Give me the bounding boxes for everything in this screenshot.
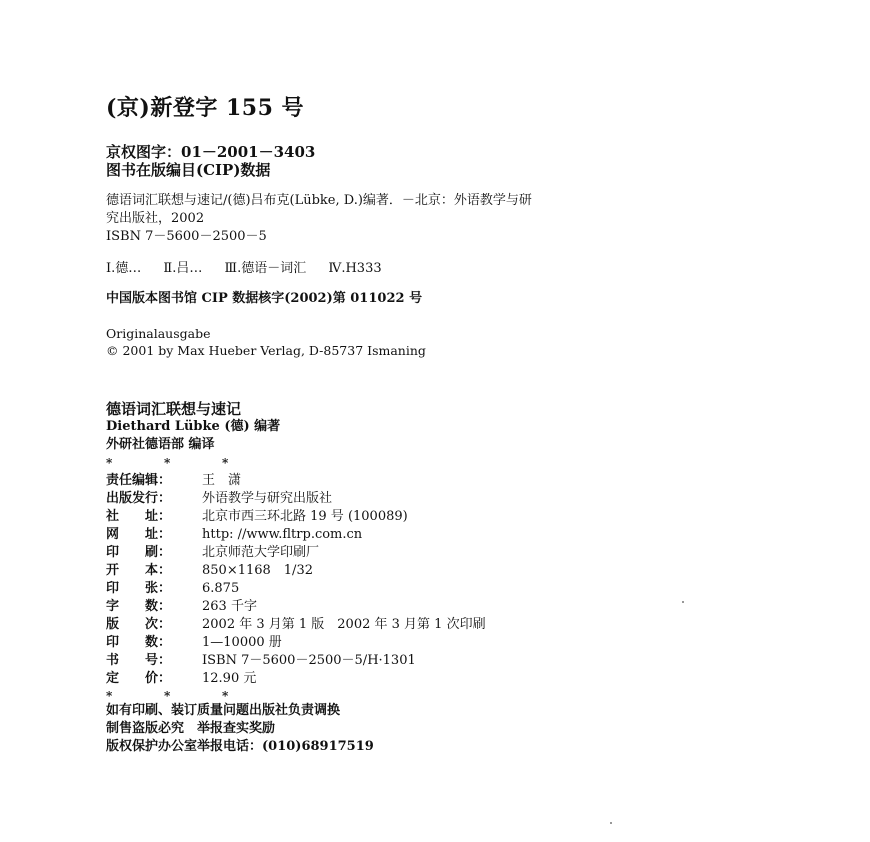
book-author: Diethard Lübke (德) 编著	[106, 419, 281, 434]
star: *	[164, 456, 171, 470]
book-title: 德语词汇联想与速记	[106, 400, 242, 418]
detail-row	[106, 582, 239, 595]
detail-value: 263 千字	[202, 599, 257, 614]
detail-row	[106, 528, 362, 541]
detail-value: 北京市西三环北路 19 号 (100089)	[202, 509, 408, 524]
detail-key: 社 址：	[106, 509, 172, 524]
detail-value: 12.90 元	[202, 671, 257, 686]
detail-value: 王 潇	[202, 473, 242, 488]
detail-value: http: //www.fltrp.com.cn	[202, 527, 363, 542]
book-translator: 外研社德语部 编译	[106, 437, 215, 452]
quality-notice: 如有印刷、装订质量问题出版社负责调换	[106, 703, 341, 718]
scan-speck	[610, 822, 612, 824]
detail-key: 印 张：	[106, 581, 172, 596]
original-edition-label: Originalausgabe	[106, 326, 211, 341]
separator-stars	[106, 689, 280, 703]
detail-value: 850×1168 1/32	[202, 563, 313, 578]
detail-row	[106, 618, 486, 631]
detail-row	[106, 474, 241, 487]
detail-row	[106, 600, 257, 613]
detail-key: 开 本：	[106, 563, 172, 578]
original-copyright: © 2001 by Max Hueber Verlag, D-85737 Ismaning	[106, 343, 426, 358]
cip-entry-line-1: 德语词汇联想与速记/(德)吕布克(Lübke, D.)编著．－北京：外语教学与研	[106, 193, 532, 208]
detail-row	[106, 546, 319, 559]
star: *	[106, 456, 113, 470]
scan-speck	[682, 601, 684, 603]
detail-value: 北京师范大学印刷厂	[202, 545, 320, 560]
piracy-notice: 制售盗版必究 举报查实奖励	[106, 721, 276, 736]
detail-row	[106, 492, 332, 505]
detail-key: 出版发行：	[106, 491, 172, 506]
detail-key: 印 刷：	[106, 545, 172, 560]
detail-row	[106, 510, 408, 523]
detail-key: 印 数：	[106, 635, 172, 650]
cip-entry-line-2: 究出版社，2002	[106, 211, 205, 226]
detail-key: 字 数：	[106, 599, 172, 614]
classification-item: Ⅲ.德语－词汇	[224, 261, 307, 276]
cip-classification	[106, 262, 382, 275]
detail-key: 版 次：	[106, 617, 172, 632]
detail-row	[106, 636, 282, 649]
detail-value: 1—10000 册	[202, 635, 282, 650]
detail-key: 定 价：	[106, 671, 172, 686]
detail-value: ISBN 7－5600－2500－5/H·1301	[202, 653, 416, 668]
detail-row	[106, 564, 313, 577]
star: *	[222, 456, 229, 470]
classification-item: Ⅳ.H333	[328, 261, 382, 276]
star: *	[222, 689, 229, 703]
cip-isbn: ISBN 7－5600－2500－5	[106, 229, 267, 244]
classification-item: Ⅰ.德…	[106, 261, 142, 276]
cip-title: 图书在版编目(CIP)数据	[106, 161, 271, 179]
report-hotline: 版权保护办公室举报电话：(010)68917519	[106, 739, 374, 754]
detail-value: 外语教学与研究出版社	[202, 491, 333, 506]
detail-key: 书 号：	[106, 653, 172, 668]
star: *	[106, 689, 113, 703]
library-record: 中国版本图书馆 CIP 数据核字(2002)第 011022 号	[106, 291, 423, 306]
detail-key: 责任编辑：	[106, 473, 172, 488]
registration-number: (京)新登字 155 号	[106, 95, 305, 121]
detail-row	[106, 654, 416, 667]
detail-value: 6.875	[202, 581, 240, 596]
copyright-registration: 京权图字：01－2001－3403	[106, 143, 316, 161]
detail-key: 网 址：	[106, 527, 172, 542]
separator-stars	[106, 456, 280, 470]
classification-item: Ⅱ.吕…	[163, 261, 203, 276]
star: *	[164, 689, 171, 703]
detail-row	[106, 672, 256, 685]
detail-value: 2002 年 3 月第 1 版 2002 年 3 月第 1 次印刷	[202, 617, 486, 632]
